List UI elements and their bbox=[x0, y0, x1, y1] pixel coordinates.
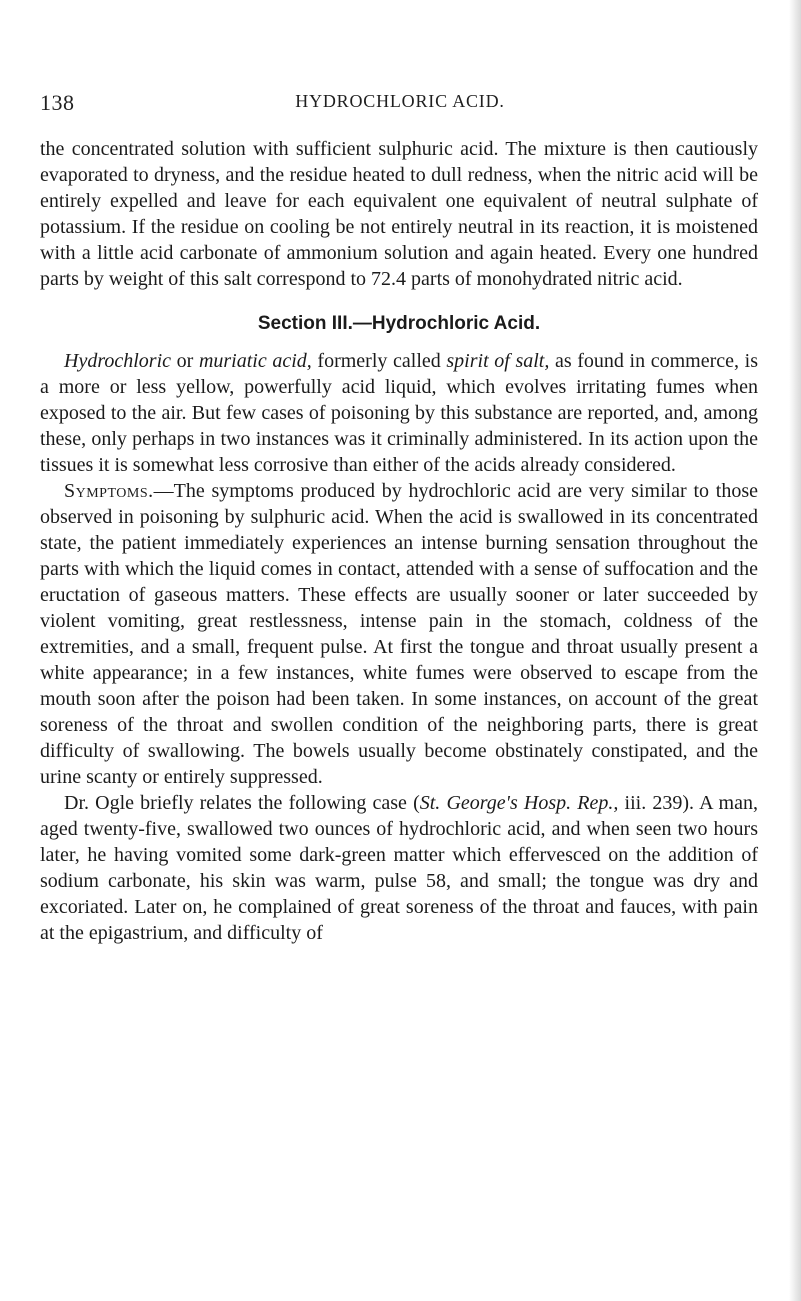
symptoms-label: Symptoms. bbox=[64, 480, 154, 502]
paragraph-symptoms bbox=[40, 478, 758, 790]
running-head: HYDROCHLORIC ACID. bbox=[295, 91, 505, 111]
page-edge-shadow bbox=[789, 0, 801, 1301]
case-citation: St. George's Hosp. Rep., bbox=[419, 792, 619, 814]
paragraph-intro-text-2: formerly called bbox=[311, 350, 447, 372]
paragraph-intro bbox=[40, 348, 758, 478]
paragraph-intro-text-1: or bbox=[171, 350, 199, 372]
term-hydrochloric: Hydrochloric bbox=[64, 350, 172, 372]
term-muriatic-acid: muriatic acid, bbox=[198, 350, 312, 372]
paragraph-intro-text-3: as found in commerce, is a more or less yellow, powerfully acid liquid, which evolves irritating fumes when exposed to the air. But few cases of poisoning by this substance are reported, and, among these, only perhaps in two instances was it criminally administered. In its action upon the tissues it is somewhat less corrosive than either of the acids already considered. bbox=[40, 350, 758, 476]
page-content bbox=[40, 136, 758, 946]
paragraph-case bbox=[40, 790, 758, 946]
page-number: 138 bbox=[40, 90, 75, 115]
case-text-1: Dr. Ogle briefly relates the following case ( bbox=[64, 792, 420, 814]
paragraph-continuation: the concentrated solution with sufficient sulphuric acid. The mixture is then cautiously evaporated to dryness, and the residue heated to dull redness, when the nitric acid will be entirely expelled and leave for each equivalent one equivalent of neutral sulphate of potassium. If the residue on cooling be not entirely neutral in its reaction, it is moistened with a little acid carbonate of ammonium solution and again heated. Every one hundred parts by weight of this salt correspond to 72.4 parts of monohydrated nitric acid. bbox=[40, 138, 758, 290]
symptoms-text: —The symptoms produced by hydrochloric acid are very similar to those observed in poisoning by sulphuric acid. When the acid is swallowed in its concentrated state, the patient immediately experiences an intense burning sensation throughout the parts with which the liquid comes in contact, attended with a sense of suffocation and the eructation of gaseous matters. These effects are usually sooner or later succeeded by violent vomiting, great restlessness, intense pain in the stomach, coldness of the extremities, and a small, frequent pulse. At first the tongue and throat usually present a white appearance; in a few instances, white fumes were observed to escape from the mouth soon after the poison had been taken. In some instances, on account of the great soreness of the throat and swollen condition of the neighboring parts, there is great difficulty of swallowing. The bowels usually become obstinately constipated, and the urine scanty or entirely suppressed. bbox=[40, 480, 758, 788]
page-header bbox=[40, 90, 760, 116]
term-spirit-of-salt: spirit of salt, bbox=[446, 350, 550, 372]
section-heading: Section III.—Hydrochloric Acid. bbox=[257, 313, 541, 334]
case-text-2: iii. 239). A man, aged twenty-five, swallowed two ounces of hydrochloric acid, and when seen two hours later, he having vomited some dark-green matter which effervesced on the addition of sodium carbonate, his skin was warm, pulse 58, and small; the tongue was dry and excoriated. Later on, he complained of great soreness of the throat and fauces, with pain at the epigastrium, and difficulty of bbox=[40, 792, 758, 944]
